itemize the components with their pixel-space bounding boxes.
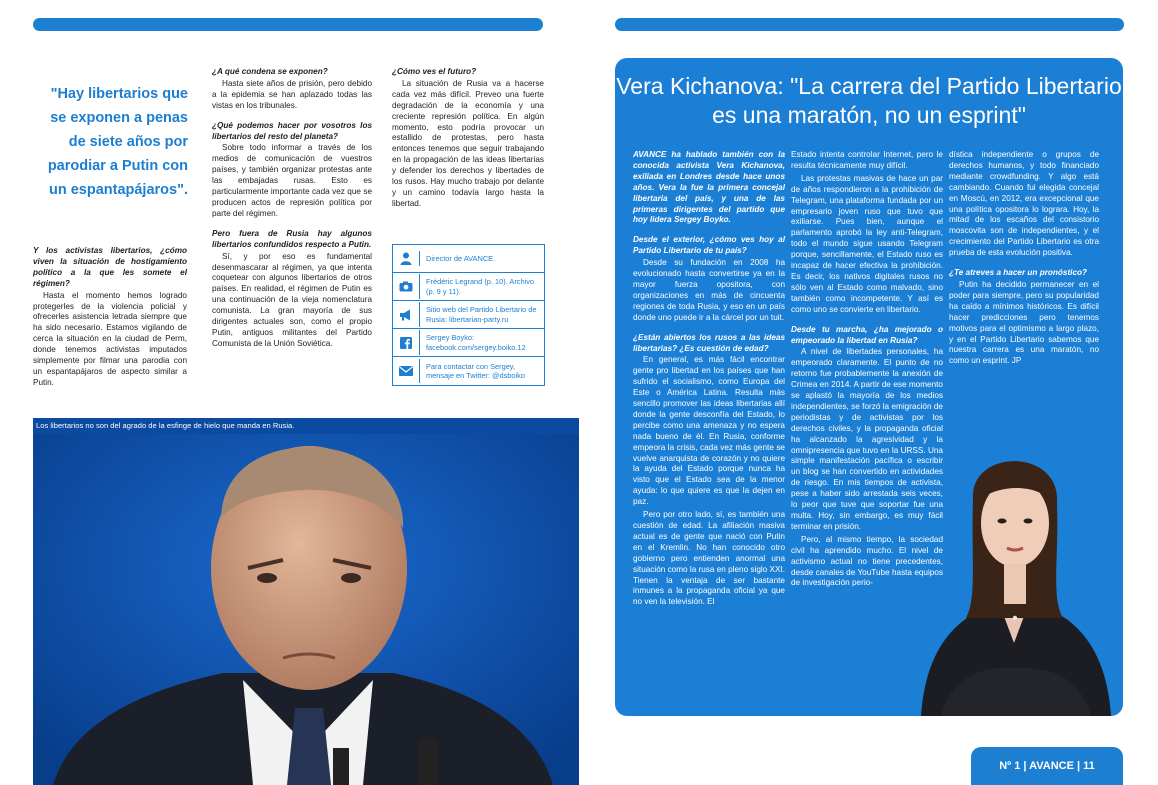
paragraph: Hasta el momento hemos logrado protegerles de la violencia policial y ofrecerles asistencia letrada siempre que ha sido necesario. Estamos vigilando de cerca la situación en la ciudad de Perm, donde tenemos activistas imputados simplemente por filmar una parodia con un espantapájaros de aspecto similar a Putin.: [33, 290, 187, 387]
top-bar-left: [33, 18, 543, 31]
right-column-3: [949, 150, 1099, 369]
paragraph: Desde su fundación en 2008 ha evolucionado hasta convertirse ya en la mayor fuerza opositora, con organizaciones en más de cincuenta regiones de toda Rusia, y eso en un país donde uno puede ir a la cárcel por un tuit.: [633, 258, 785, 322]
question: Desde el exterior, ¿cómo ves hoy al Partido Libertario de tu país?: [633, 235, 785, 256]
paragraph: En general, es más fácil encontrar gente pro libertad en los países que han sufrido el socialismo, como Europa del Este o América Latina. Resulta más sencillo promover las ideas libertarias allí donde la gente desconfía del Estado, lo percibe como una amenaza y no espera nada bueno de él. En Rusia, conforme empeora la crisis, cada vez más gente se vuelve anarquista de corazón y no quiere la ayuda del Estado porque nunca ha visto que el Estado sea de la menor ayuda: lo que quiere es que la dejen en paz.: [633, 355, 785, 507]
credit-link[interactable]: Sitio web del Partido Libertario de Rusia: libertarian-party.ru: [419, 302, 544, 327]
paragraph: A nivel de libertades personales, ha empeorado claramente. El punto de no retorno fue probablemente la anexión de Crimea en 2014. A partir de ese momento se aplastó la mayoría de los medios independientes, se forzó la emigración de periodistas y de activistas por los derechos civiles, y la propaganda oficial ha alcanzado la agresividad y la omnipresencia que tuvo en la URSS. Una simple manifestación pacífica o escribir un blog se han convertido en actividades de riesgo. En mis tiempos de activista, pese a haber sido arrestada seis veces, lo peor que tuve que soportar fue una multa. Hoy, sin embargo, es muy fácil terminar en prisión.: [791, 347, 943, 531]
credit-facebook: [393, 329, 544, 357]
page-footer: Nº 1 | AVANCE | 11: [971, 747, 1123, 785]
credits-box: [392, 244, 545, 386]
question: ¿Te atreves a hacer un pronóstico?: [949, 268, 1088, 278]
question: Pero fuera de Rusia hay algunos libertarios confundidos respecto a Putin.: [212, 228, 372, 249]
paragraph: Hasta siete años de prisión, pero debido a la epidemia se han aplazado todas las vistas en los tribunales.: [212, 78, 372, 110]
right-column-1: [633, 150, 785, 610]
camera-icon: [393, 281, 419, 292]
pull-quote: "Hay libertarios que se exponen a penas de siete años por parodiar a Putin con un espantapájaros".: [47, 86, 188, 198]
question: ¿Cómo ves el futuro?: [392, 67, 477, 76]
photo-caption: Los libertarios no son del agrado de la esfinge de hielo que manda en Rusia.: [33, 418, 579, 434]
paragraph: dística independiente o grupos de derechos humanos, y todo financiado mediante crowdfunding. Y algo está cambiando. Cuando fui elegida concejal en Moscú, en 2012, era excepcional que una política opositora lo lograra. Hoy, la mitad de los escaños del consistorio moscovita son de independientes, y el crecimiento del Partido Libertario es otra prueba de esta evolución positiva.: [949, 150, 1099, 258]
paragraph: La situación de Rusia va a hacerse cada vez más difícil. Preveo una fuerte degradación de la economía y una creciente represión política. En algún momento, esto podría provocar un estallido de protestas, pero hasta entonces tenemos que seguir trabajando en la propagación de las ideas libertarias y defender los derechos y libertades de los rusos. Hay mucho trabajo por delante y un camino todavía largo hasta la libertad.: [392, 78, 544, 208]
megaphone-icon: [393, 309, 419, 321]
credit-link[interactable]: Sergey Boyko: facebook.com/sergey.boiko.12: [419, 330, 544, 355]
paragraph: Sí, y por eso es fundamental desenmascarar al régimen, ya que intenta coquetear con algunos libertarios de otros países. En realidad, el régimen de Putin es una continuación de la vieja nomenclatura comunista. La gran mayoría de sus dirigentes actuales son, como el propio Putin, antiguos militantes del Partido Comunista de la Unión Soviética.: [212, 251, 372, 348]
paragraph: Sobre todo informar a través de los medios de comunicación de vuestros países, y también organizar protestas ante las embajadas rusas. Esto es particularmente importante cada vez que se producen actos de represión política por parte del régimen.: [212, 143, 372, 218]
question: ¿Están abiertos los rusos a las ideas libertarias? ¿Es cuestión de edad?: [633, 332, 785, 353]
left-column-3: [392, 67, 544, 212]
paragraph: Pero, al mismo tiempo, la sociedad civil ha aprendido mucho. El nivel de activismo actual no tiene precedentes, desde canales de YouTube hasta equipos de investigación perio-: [791, 534, 943, 588]
interview-panel: [615, 58, 1123, 716]
credit-text: Frédéric Legrand (p. 10). Archivo (p. 9 y 11).: [419, 274, 544, 299]
facebook-icon: [393, 337, 419, 349]
article-headline: Vera Kichanova: "La carrera del Partido Libertario es una maratón, no un esprint": [616, 73, 1122, 128]
paragraph: Las protestas masivas de hace un par de años respondieron a la prohibición de Telegram, una plataforma fundada por un empresario joven ruso que tuvo que exiliarse. Pues bien, aunque el parlamento aprobó la ley anti-Telegram, todo el mundo sigue usando Telegram porque, sencillamente, el Estado ruso es incapaz de hacer efectiva la prohibición. Es decir, los nativos digitales rusos no sólo ven al Estado como malvado, sino también como incompetente. Y así es como uno se convierte en libertario.: [791, 173, 943, 314]
portrait-illustration: [33, 418, 579, 785]
envelope-icon: [393, 366, 419, 376]
vera-kichanova-photo: [911, 428, 1117, 716]
question: Y los activistas libertarios, ¿cómo viven la situación de hostigamiento político a la que les somete el régimen?: [33, 246, 187, 288]
paragraph: Putin ha decidido permanecer en el poder para siempre, pero su popularidad ha caído a mínimos históricos. Es difícil hacer predicciones pero tenemos motivos para el optimismo a largo plazo, y en el Partido Libertario sabemos que nuestra carrera es una maratón, no como un esprint. JP: [949, 279, 1099, 366]
credit-photos: [393, 273, 544, 301]
credit-contact: [393, 357, 544, 385]
top-bar-right: [615, 18, 1124, 31]
paragraph: Estado intenta controlar Internet, pero le resulta técnicamente muy difícil.: [791, 150, 943, 170]
credit-director: [393, 245, 544, 273]
person-icon: [393, 252, 419, 265]
credit-website: [393, 301, 544, 329]
paragraph: Pero por otro lado, sí, es también una cuestión de edad. La afiliación masiva actual es de gente que nació con Putin en el Kremlin. No han conocido otro gobierno pero entienden anormal una situación como la rusa en pleno siglo XXI. Tienen la ventaja de ser bastante inmunes a la propaganda oficial ya que no ven la televisión. El: [633, 510, 786, 607]
question: ¿Qué podemos hacer por vosotros los libertarios del resto del planeta?: [212, 120, 372, 141]
lead-paragraph: AVANCE ha hablado también con la conocida activista Vera Kichanova, exiliada en Londres desde hace unos años. Vera la fue la primera concejal libertaria del país, y una de las primeras dirigentes del partido que hoy lidera Sergey Boyko.: [633, 150, 785, 225]
credit-text: Director de AVANCE.: [419, 251, 544, 266]
putin-photo: [33, 418, 579, 785]
question: Desde tu marcha, ¿ha mejorado o empeorado la libertad en Rusia?: [791, 324, 943, 345]
right-page: [579, 0, 1158, 785]
question: ¿A qué condena se exponen?: [212, 67, 328, 76]
left-column-1: [33, 246, 187, 391]
credit-text: Para contactar con Sergey, mensaje en Twitter: @dsboiko: [419, 359, 544, 384]
left-column-2: [212, 67, 372, 352]
